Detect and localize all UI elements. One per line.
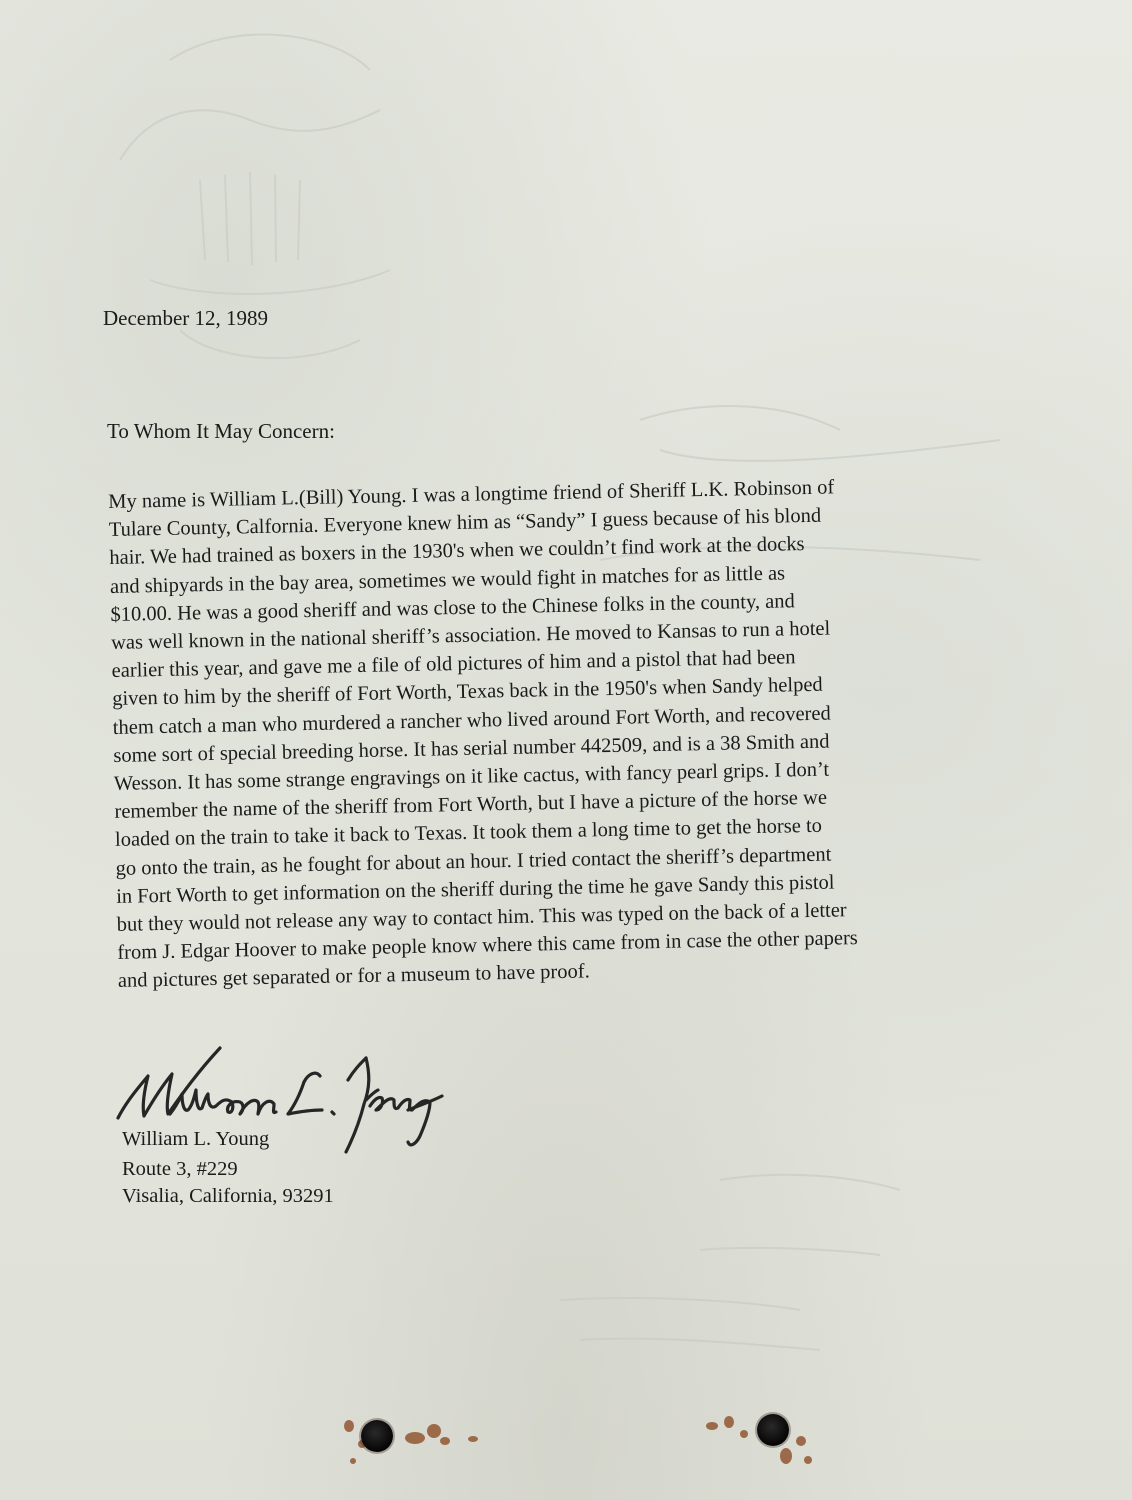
body-line: and shipyards in the bay area, sometimes we would fight in matches for as little as: [109, 562, 786, 598]
body-line: in Fort Worth to get information on the sheriff during the time he gave Sandy this pistol: [115, 871, 835, 908]
body-line: but they would not release any way to contact him. This was typed on the back of a letter: [116, 899, 847, 936]
body-line: loaded on the train to take it back to Texas. It took them a long time to get the horse to: [114, 815, 823, 852]
body-line: Tulare County, Calfornia. Everyone knew him as “Sandy” I guess because of his blond: [108, 504, 822, 542]
body-line: Wesson. It has some strange engravings on it like cactus, with fancy pearl grips. I don’t: [113, 758, 830, 795]
body-line: My name is William L.(Bill) Young. I was a longtime friend of Sheriff L.K. Robinson of: [108, 476, 835, 513]
signer-address-line1: Route 3, #229: [122, 1158, 238, 1180]
body-line: remember the name of the sheriff from Fort Worth, but I have a picture of the horse we: [114, 786, 828, 824]
letter-body: [108, 470, 998, 995]
body-line: given to him by the sheriff of Fort Worth, Texas back in the 1950's when Sandy helped: [112, 674, 823, 711]
body-line: go onto the train, as he fought for about an hour. I tried contact the sheriff’s department: [115, 843, 832, 880]
body-line: and pictures get separated or for a museum to have proof.: [117, 960, 590, 993]
body-line: earlier this year, and gave me a file of old pictures of him and a pistol that had been: [111, 646, 796, 683]
signer-address-line2: Visalia, California, 93291: [122, 1185, 334, 1207]
body-line: hair. We had trained as boxers in the 1930's when we couldn’t find work at the docks: [109, 533, 805, 570]
body-line: from J. Edgar Hoover to make people know where this came from in case the other papers: [117, 927, 859, 965]
punch-hole-left: [361, 1420, 393, 1452]
signer-name: William L. Young: [122, 1128, 270, 1150]
letter-salutation: To Whom It May Concern:: [107, 419, 335, 443]
body-line: was well known in the national sheriff’s association. He moved to Kansas to run a hotel: [110, 617, 831, 654]
body-line: some sort of special breeding horse. It has serial number 442509, and is a 38 Smith and: [113, 730, 830, 767]
body-line: $10.00. He was a good sheriff and was close to the Chinese folks in the county, and: [110, 590, 795, 626]
body-line: them catch a man who murdered a rancher who lived around Fort Worth, and recovered: [112, 702, 831, 739]
letter-date: December 12, 1989: [103, 306, 269, 330]
punch-hole-right: [757, 1414, 789, 1446]
